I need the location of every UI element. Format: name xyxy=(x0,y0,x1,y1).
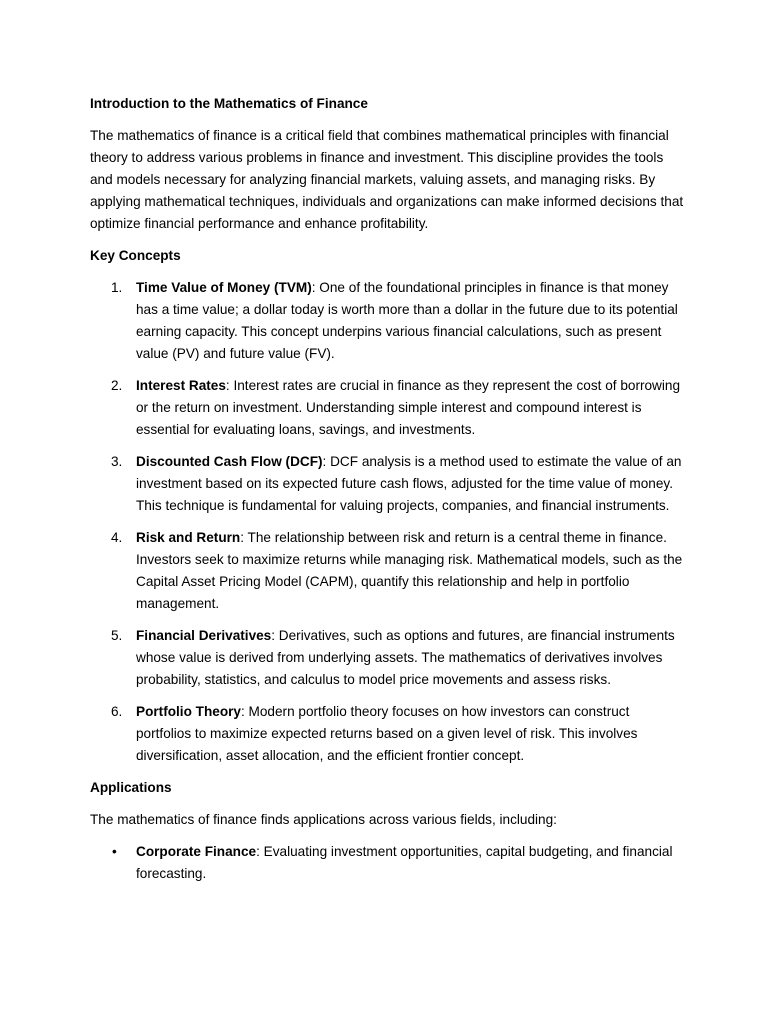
key-concepts-heading: Key Concepts xyxy=(90,248,181,263)
list-item-term: Time Value of Money (TVM) xyxy=(136,280,312,295)
list-item-number: 2. xyxy=(111,378,123,393)
list-item-term: Risk and Return xyxy=(136,530,241,545)
list-item xyxy=(90,527,686,615)
list-item-term: Corporate Finance xyxy=(136,844,257,859)
applications-heading: Applications xyxy=(90,780,172,795)
list-item xyxy=(90,451,686,517)
list-item xyxy=(90,701,686,767)
list-item-number: 5. xyxy=(111,628,123,643)
list-item-term: Financial Derivatives xyxy=(136,628,272,643)
intro-paragraph: The mathematics of finance is a critical field that combines mathematical principles with financial theory to address various problems in finance and investment. This discipline provides the tools and models necessary for analyzing financial markets, valuing assets, and managing risks. By applying mathematical techniques, individuals and organizations can make informed decisions that optimize financial performance and enhance profitability. xyxy=(90,128,684,231)
list-item-number: 4. xyxy=(111,530,123,545)
list-item-text: : Modern portfolio theory focuses on how investors can construct portfolios to maximize expected returns based on a given level of risk. This involves diversification, asset allocation, and the efficient frontier concept. xyxy=(136,704,638,763)
list-item xyxy=(90,841,686,885)
list-item-number: 3. xyxy=(111,454,123,469)
list-item-number: 1. xyxy=(111,280,123,295)
key-concepts-list xyxy=(90,277,686,767)
list-item-text: : The relationship between risk and return is a central theme in finance. Investors seek to maximize returns while managing risk. Mathematical models, such as the Capital Asset Pricing Model (CAPM), quantify this relationship and help in portfolio management. xyxy=(136,530,683,611)
list-item-text: : Interest rates are crucial in finance as they represent the cost of borrowing or the return on investment. Understanding simple interest and compound interest is essential for evaluating loans, savings, and investments. xyxy=(136,378,681,437)
list-item-term: Portfolio Theory xyxy=(136,704,241,719)
applications-intro: The mathematics of finance finds applications across various fields, including: xyxy=(90,812,557,827)
list-item-number: 6. xyxy=(111,704,123,719)
list-item-term: Interest Rates xyxy=(136,378,226,393)
list-item-term: Discounted Cash Flow (DCF) xyxy=(136,454,323,469)
list-item-text: : DCF analysis is a method used to estimate the value of an investment based on its expected future cash flows, adjusted for the time value of money. This technique is fundamental for valuing projects, companies, and financial instruments. xyxy=(136,454,682,513)
document-page xyxy=(90,93,686,895)
list-item xyxy=(90,375,686,441)
list-item-text: : Derivatives, such as options and futures, are financial instruments whose value is derived from underlying assets. The mathematics of derivatives involves probability, statistics, and calculus to model price movements and assess risks. xyxy=(136,628,675,687)
list-item xyxy=(90,625,686,691)
applications-list xyxy=(90,841,686,885)
bullet-icon: • xyxy=(112,844,117,859)
document-title: Introduction to the Mathematics of Finance xyxy=(90,96,368,111)
list-item-text: : One of the foundational principles in finance is that money has a time value; a dollar today is worth more than a dollar in the future due to its potential earning capacity. This concept underpins various financial calculations, such as present value (PV) and future value (FV). xyxy=(136,280,678,361)
list-item xyxy=(90,277,686,365)
list-item-text: : Evaluating investment opportunities, capital budgeting, and financial forecasting. xyxy=(136,844,673,881)
